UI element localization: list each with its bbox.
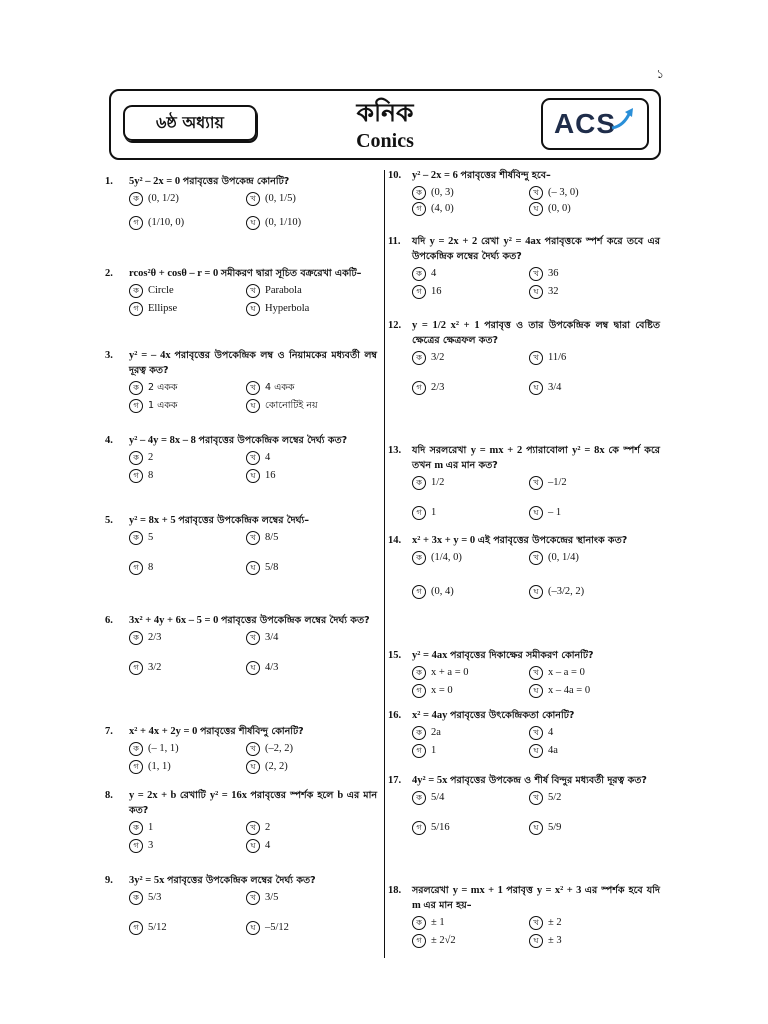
options (412, 350, 660, 410)
question-number: 3. (105, 350, 113, 361)
option-value: (0, 1/5) (265, 193, 296, 204)
chapter-label: ৬ষ্ঠ অধ্যায় (123, 105, 257, 141)
option-value: 1 (148, 822, 154, 833)
option-b[interactable] (246, 630, 366, 645)
option-mark: ক (129, 821, 143, 835)
option-value: – 1 (548, 507, 562, 518)
option-mark: গ (129, 399, 143, 413)
option-value: 3/2 (148, 662, 162, 673)
option-mark: গ (129, 760, 143, 774)
option-value: (2, 2) (265, 761, 288, 772)
option-d[interactable] (246, 920, 366, 935)
question-item (105, 348, 377, 416)
option-value: 1 (431, 507, 437, 518)
question-text: rcos²θ + cosθ – r = 0 সমীকরণ দ্বারা সূচিত বক্ররেখা একটি– (129, 268, 362, 279)
option-mark: গ (412, 285, 426, 299)
option-b[interactable] (529, 550, 649, 565)
question-item (388, 533, 660, 618)
option-value: Circle (148, 285, 174, 296)
question-item (105, 266, 377, 319)
option-value: ± 1 (431, 917, 445, 928)
option-value: 5/9 (548, 822, 562, 833)
option-mark: গ (129, 921, 143, 935)
question-number: 9. (105, 875, 113, 886)
logo-text: ACS (553, 108, 617, 139)
option-mark: খ (529, 916, 543, 930)
option-a[interactable] (412, 665, 532, 680)
option-mark: খ (529, 726, 543, 740)
option-mark: গ (412, 934, 426, 948)
option-mark: ঘ (529, 934, 543, 948)
option-mark: খ (529, 186, 543, 200)
option-value: 2 (148, 452, 154, 463)
option-value: 32 (548, 286, 559, 297)
option-value: 1 একক (148, 400, 178, 411)
option-value: 4 (265, 452, 271, 463)
option-mark: গ (412, 744, 426, 758)
option-value: 5/16 (431, 822, 450, 833)
option-mark: ক (412, 267, 426, 281)
option-value: –1/2 (548, 477, 567, 488)
question-item (388, 318, 660, 410)
option-c[interactable] (129, 759, 249, 774)
option-a[interactable] (129, 380, 249, 395)
option-b[interactable] (529, 266, 649, 281)
option-d[interactable] (246, 468, 366, 483)
option-a[interactable] (412, 725, 532, 740)
option-value: 36 (548, 268, 559, 279)
option-value: –5/12 (265, 922, 289, 933)
option-a[interactable] (412, 185, 532, 200)
option-value: 8/5 (265, 532, 279, 543)
option-mark: খ (529, 267, 543, 281)
question-item (105, 433, 377, 486)
option-mark: ক (412, 666, 426, 680)
question-text: x² + 3x + y = 0 এই পরাবৃত্তের উপকেন্দ্রের স্থানাংক কত? (412, 535, 628, 546)
option-mark: ক (129, 192, 143, 206)
question-text: x² + 4x + 2y = 0 পরাবৃত্তের শীর্ষবিন্দু কোনটি? (129, 726, 304, 737)
option-d[interactable] (529, 743, 649, 758)
option-mark: খ (246, 742, 260, 756)
option-mark: ক (129, 631, 143, 645)
option-c[interactable] (129, 920, 249, 935)
option-d[interactable] (529, 933, 649, 948)
option-c[interactable] (412, 820, 532, 835)
options (412, 475, 660, 535)
question-item (388, 168, 660, 217)
option-value: 4/3 (265, 662, 279, 673)
question-number: 8. (105, 790, 113, 801)
option-mark: খ (246, 381, 260, 395)
question-text: 3y² = 5x পরাবৃত্তের উপকেন্দ্রিক লম্বের দৈর্ঘ্য কত? (129, 875, 316, 886)
option-mark: গ (412, 821, 426, 835)
option-value: কোনোটিই নয় (265, 400, 318, 411)
question-number: 12. (388, 320, 402, 331)
option-mark: ক (412, 476, 426, 490)
option-value: (1, 1) (148, 761, 171, 772)
question-item (388, 708, 660, 761)
question-text: যদি y = 2x + 2 রেখা y² = 4ax পরাবৃত্তকে স্পর্শ করে তবে এর উপকেন্দ্রিক লম্বের দৈর্ঘ্য কত? (412, 236, 660, 262)
option-c[interactable] (129, 301, 249, 316)
option-mark: ঘ (529, 744, 543, 758)
option-d[interactable] (246, 215, 366, 230)
option-value: x – 4a = 0 (548, 685, 591, 696)
column-divider (384, 170, 385, 958)
option-value: (0, 1/2) (148, 193, 179, 204)
option-mark: গ (412, 585, 426, 599)
option-mark: ঘ (529, 684, 543, 698)
option-value: 4 (265, 840, 271, 851)
option-value: (0, 1/4) (548, 552, 579, 563)
question-text: যদি সরলরেখা y = mx + 2 প্যারাবোলা y² = 8x কে স্পর্শ করে তখন m এর মান কত? (412, 445, 660, 471)
option-value: ± 2√2 (431, 935, 456, 946)
option-mark: ক (129, 742, 143, 756)
option-value: 5/8 (265, 562, 279, 573)
option-value: (0, 1/10) (265, 217, 302, 228)
question-number: 16. (388, 710, 402, 721)
option-mark: ঘ (529, 381, 543, 395)
option-value: 2/3 (148, 632, 162, 643)
option-b[interactable] (246, 191, 366, 206)
option-b[interactable] (246, 450, 366, 465)
option-b[interactable] (246, 890, 366, 905)
option-mark: গ (129, 469, 143, 483)
question-item (388, 773, 660, 850)
option-b[interactable] (246, 530, 366, 545)
question-text: সরলরেখা y = mx + 1 পরাবৃত্ত y = x² + 3 এর স্পর্শক হবে যদি m এর মান হয়– (412, 885, 660, 911)
question-number: 7. (105, 726, 113, 737)
options (129, 283, 377, 319)
option-mark: খ (246, 531, 260, 545)
question-text: y = 1/2 x² + 1 পরাবৃত্ত ও তার উপকেন্দ্রিক লম্ব দ্বারা বেষ্টিত ক্ষেত্রের ক্ষেত্রফল কত? (412, 320, 660, 346)
options (129, 890, 377, 950)
option-value: 5/2 (548, 792, 562, 803)
option-mark: ঘ (529, 202, 543, 216)
arrow-swoosh-icon (610, 106, 636, 132)
option-d[interactable] (529, 820, 649, 835)
option-value: 8 (148, 562, 154, 573)
option-value: x = 0 (431, 685, 453, 696)
option-c[interactable] (129, 215, 249, 230)
option-d[interactable] (246, 301, 366, 316)
option-mark: ক (412, 791, 426, 805)
question-item (105, 174, 377, 239)
question-item (105, 788, 377, 856)
option-mark: ঘ (246, 216, 260, 230)
option-value: 3/4 (265, 632, 279, 643)
option-d[interactable] (529, 505, 649, 520)
option-mark: খ (246, 284, 260, 298)
option-value: (–3/2, 2) (548, 586, 585, 597)
option-mark: ক (129, 381, 143, 395)
option-b[interactable] (529, 350, 649, 365)
question-number: 1. (105, 176, 113, 187)
question-item (105, 873, 377, 950)
options (129, 380, 377, 416)
options (129, 630, 377, 690)
question-text: y² = 8x + 5 পরাবৃত্তের উপকেন্দ্রিক লম্বের দৈর্ঘ্য– (129, 515, 310, 526)
question-item (388, 234, 660, 302)
option-d[interactable] (529, 201, 649, 216)
option-value: 5/4 (431, 792, 445, 803)
options (412, 725, 660, 761)
option-c[interactable] (129, 398, 249, 413)
option-mark: ক (412, 186, 426, 200)
option-value: x – a = 0 (548, 667, 585, 678)
option-mark: ক (412, 351, 426, 365)
option-mark: খ (246, 821, 260, 835)
question-number: 13. (388, 445, 402, 456)
option-mark: গ (412, 202, 426, 216)
option-b[interactable] (529, 915, 649, 930)
question-number: 10. (388, 170, 402, 181)
question-text: 3x² + 4y + 6x – 5 = 0 পরাবৃত্তের উপকেন্দ্রিক লম্বের দৈর্ঘ্য কত? (129, 615, 370, 626)
option-mark: ক (129, 531, 143, 545)
option-a[interactable] (129, 283, 249, 298)
option-a[interactable] (412, 915, 532, 930)
option-value: 4 (548, 727, 554, 738)
option-mark: ঘ (529, 285, 543, 299)
question-text: y² = 4ax পরাবৃত্তের দিকাক্ষের সমীকরণ কোনটি? (412, 650, 594, 661)
option-value: 1 (431, 745, 437, 756)
option-c[interactable] (129, 838, 249, 853)
option-value: (–2, 2) (265, 743, 293, 754)
question-text: 5y² – 2x = 0 পরাবৃত্তের উপকেন্দ্র কোনটি? (129, 176, 290, 187)
option-c[interactable] (412, 284, 532, 299)
question-text: y² – 4y = 8x – 8 পরাবৃত্তের উপকেন্দ্রিক লম্বের দৈর্ঘ্য কত? (129, 435, 348, 446)
chapter-header (109, 89, 661, 160)
option-mark: খ (246, 451, 260, 465)
question-number: 5. (105, 515, 113, 526)
option-value: 5/3 (148, 892, 162, 903)
option-value: 16 (431, 286, 442, 297)
options (412, 665, 660, 701)
option-value: Ellipse (148, 303, 178, 314)
option-c[interactable] (412, 505, 532, 520)
options (412, 185, 660, 217)
option-c[interactable] (412, 380, 532, 395)
option-value: Hyperbola (265, 303, 310, 314)
option-value: 8 (148, 470, 154, 481)
option-value: 2a (431, 727, 441, 738)
option-value: x + a = 0 (431, 667, 469, 678)
option-b[interactable] (529, 725, 649, 740)
option-value: 3 (148, 840, 154, 851)
option-value: 3/4 (548, 382, 562, 393)
option-mark: খ (529, 476, 543, 490)
options (129, 191, 377, 239)
question-item (105, 613, 377, 690)
question-number: 15. (388, 650, 402, 661)
options (129, 741, 377, 777)
option-d[interactable] (529, 683, 649, 698)
option-mark: গ (129, 661, 143, 675)
option-value: 1/2 (431, 477, 445, 488)
option-d[interactable] (529, 380, 649, 395)
options (412, 915, 660, 951)
question-number: 2. (105, 268, 113, 279)
option-value: 2 একক (148, 382, 178, 393)
acs-logo (541, 98, 649, 150)
question-text: y² = – 4x পরাবৃত্তের উপকেন্দ্রিক লম্ব ও নিয়ামকের মধ্যবর্তী লম্ব দূরত্ব কত? (129, 350, 377, 376)
option-mark: গ (129, 216, 143, 230)
option-c[interactable] (129, 560, 249, 575)
option-b[interactable] (246, 741, 366, 756)
option-a[interactable] (412, 266, 532, 281)
option-c[interactable] (412, 933, 532, 948)
option-mark: ঘ (529, 506, 543, 520)
question-text: y = 2x + b রেখাটি y² = 16x পরাবৃত্তের স্পর্শক হলে b এর মান কত? (129, 790, 378, 816)
option-value: 5/12 (148, 922, 167, 933)
option-a[interactable] (412, 350, 532, 365)
option-value: 2 (265, 822, 271, 833)
option-b[interactable] (529, 185, 649, 200)
option-value: 3/5 (265, 892, 279, 903)
option-value: ± 2 (548, 917, 562, 928)
option-c[interactable] (412, 584, 532, 599)
option-mark: খ (529, 791, 543, 805)
question-text: x² = 4ay পরাবৃত্তের উৎকেন্দ্রিকতা কোনটি? (412, 710, 575, 721)
option-mark: ক (412, 916, 426, 930)
question-number: 14. (388, 535, 402, 546)
question-number: 6. (105, 615, 113, 626)
option-d[interactable] (529, 584, 649, 599)
option-a[interactable] (412, 475, 532, 490)
option-value: (1/4, 0) (431, 552, 462, 563)
options (412, 550, 660, 618)
question-text: y² – 2x = 6 পরাবৃত্তের শীর্ষবিন্দু হবে– (412, 170, 551, 181)
option-value: ± 3 (548, 935, 562, 946)
option-c[interactable] (412, 201, 532, 216)
option-value: 4a (548, 745, 558, 756)
option-mark: ঘ (529, 821, 543, 835)
option-b[interactable] (529, 475, 649, 490)
option-mark: গ (129, 302, 143, 316)
option-mark: ঘ (246, 302, 260, 316)
options (412, 266, 660, 302)
option-mark: খ (246, 192, 260, 206)
option-d[interactable] (246, 838, 366, 853)
option-value: (0, 0) (548, 203, 571, 214)
option-mark: গ (129, 839, 143, 853)
option-mark: ঘ (246, 760, 260, 774)
option-a[interactable] (412, 550, 532, 565)
option-mark: গ (412, 381, 426, 395)
option-a[interactable] (412, 790, 532, 805)
option-value: (0, 4) (431, 586, 454, 597)
option-mark: ক (129, 284, 143, 298)
option-mark: ঘ (246, 921, 260, 935)
page-number: ১ (656, 67, 664, 81)
option-mark: ক (129, 451, 143, 465)
option-a[interactable] (129, 820, 249, 835)
option-d[interactable] (529, 284, 649, 299)
option-mark: ঘ (246, 561, 260, 575)
option-value: 16 (265, 470, 276, 481)
options (412, 790, 660, 850)
option-value: 2/3 (431, 382, 445, 393)
option-a[interactable] (129, 450, 249, 465)
option-mark: খ (246, 891, 260, 905)
option-value: (– 3, 0) (548, 187, 579, 198)
option-value: (1/10, 0) (148, 217, 185, 228)
option-d[interactable] (246, 660, 366, 675)
option-b[interactable] (529, 665, 649, 680)
question-number: 11. (388, 236, 401, 247)
option-mark: খ (246, 631, 260, 645)
options (129, 820, 377, 856)
option-a[interactable] (129, 191, 249, 206)
option-a[interactable] (129, 741, 249, 756)
option-value: 4 একক (265, 382, 295, 393)
option-c[interactable] (129, 660, 249, 675)
option-mark: গ (412, 684, 426, 698)
options (129, 450, 377, 486)
option-mark: ঘ (529, 585, 543, 599)
option-b[interactable] (246, 380, 366, 395)
option-b[interactable] (246, 820, 366, 835)
question-item (105, 724, 377, 777)
chapter-title-en: Conics (356, 130, 414, 152)
option-a[interactable] (129, 630, 249, 645)
option-mark: গ (412, 506, 426, 520)
option-value: 3/2 (431, 352, 445, 363)
chapter-title-bn: কনিক (356, 98, 414, 127)
option-c[interactable] (412, 683, 532, 698)
option-value: (4, 0) (431, 203, 454, 214)
options (129, 530, 377, 590)
option-mark: ঘ (246, 399, 260, 413)
option-value: 5 (148, 532, 154, 543)
option-mark: গ (129, 561, 143, 575)
question-text: 4y² = 5x পরাবৃত্তের উপকেন্দ্র ও শীর্ষ বিন্দুর মধ্যবর্তী দূরত্ব কত? (412, 775, 647, 786)
option-d[interactable] (246, 560, 366, 575)
question-item (388, 443, 660, 535)
option-b[interactable] (246, 283, 366, 298)
question-item (105, 513, 377, 590)
option-b[interactable] (529, 790, 649, 805)
question-number: 18. (388, 885, 402, 896)
option-mark: ঘ (246, 469, 260, 483)
option-mark: খ (529, 666, 543, 680)
option-c[interactable] (412, 743, 532, 758)
option-value: Parabola (265, 285, 302, 296)
option-mark: ক (412, 726, 426, 740)
option-c[interactable] (129, 468, 249, 483)
option-d[interactable] (246, 759, 366, 774)
option-value: 4 (431, 268, 437, 279)
option-a[interactable] (129, 890, 249, 905)
question-item (388, 648, 660, 701)
option-mark: ঘ (246, 839, 260, 853)
question-item (388, 883, 660, 951)
option-value: (0, 3) (431, 187, 454, 198)
option-d[interactable] (246, 398, 366, 413)
option-mark: ঘ (246, 661, 260, 675)
option-mark: খ (529, 551, 543, 565)
option-mark: ক (129, 891, 143, 905)
question-number: 4. (105, 435, 113, 446)
option-value: 11/6 (548, 352, 567, 363)
question-number: 17. (388, 775, 402, 786)
option-a[interactable] (129, 530, 249, 545)
option-mark: খ (529, 351, 543, 365)
option-value: (– 1, 1) (148, 743, 179, 754)
option-mark: ক (412, 551, 426, 565)
